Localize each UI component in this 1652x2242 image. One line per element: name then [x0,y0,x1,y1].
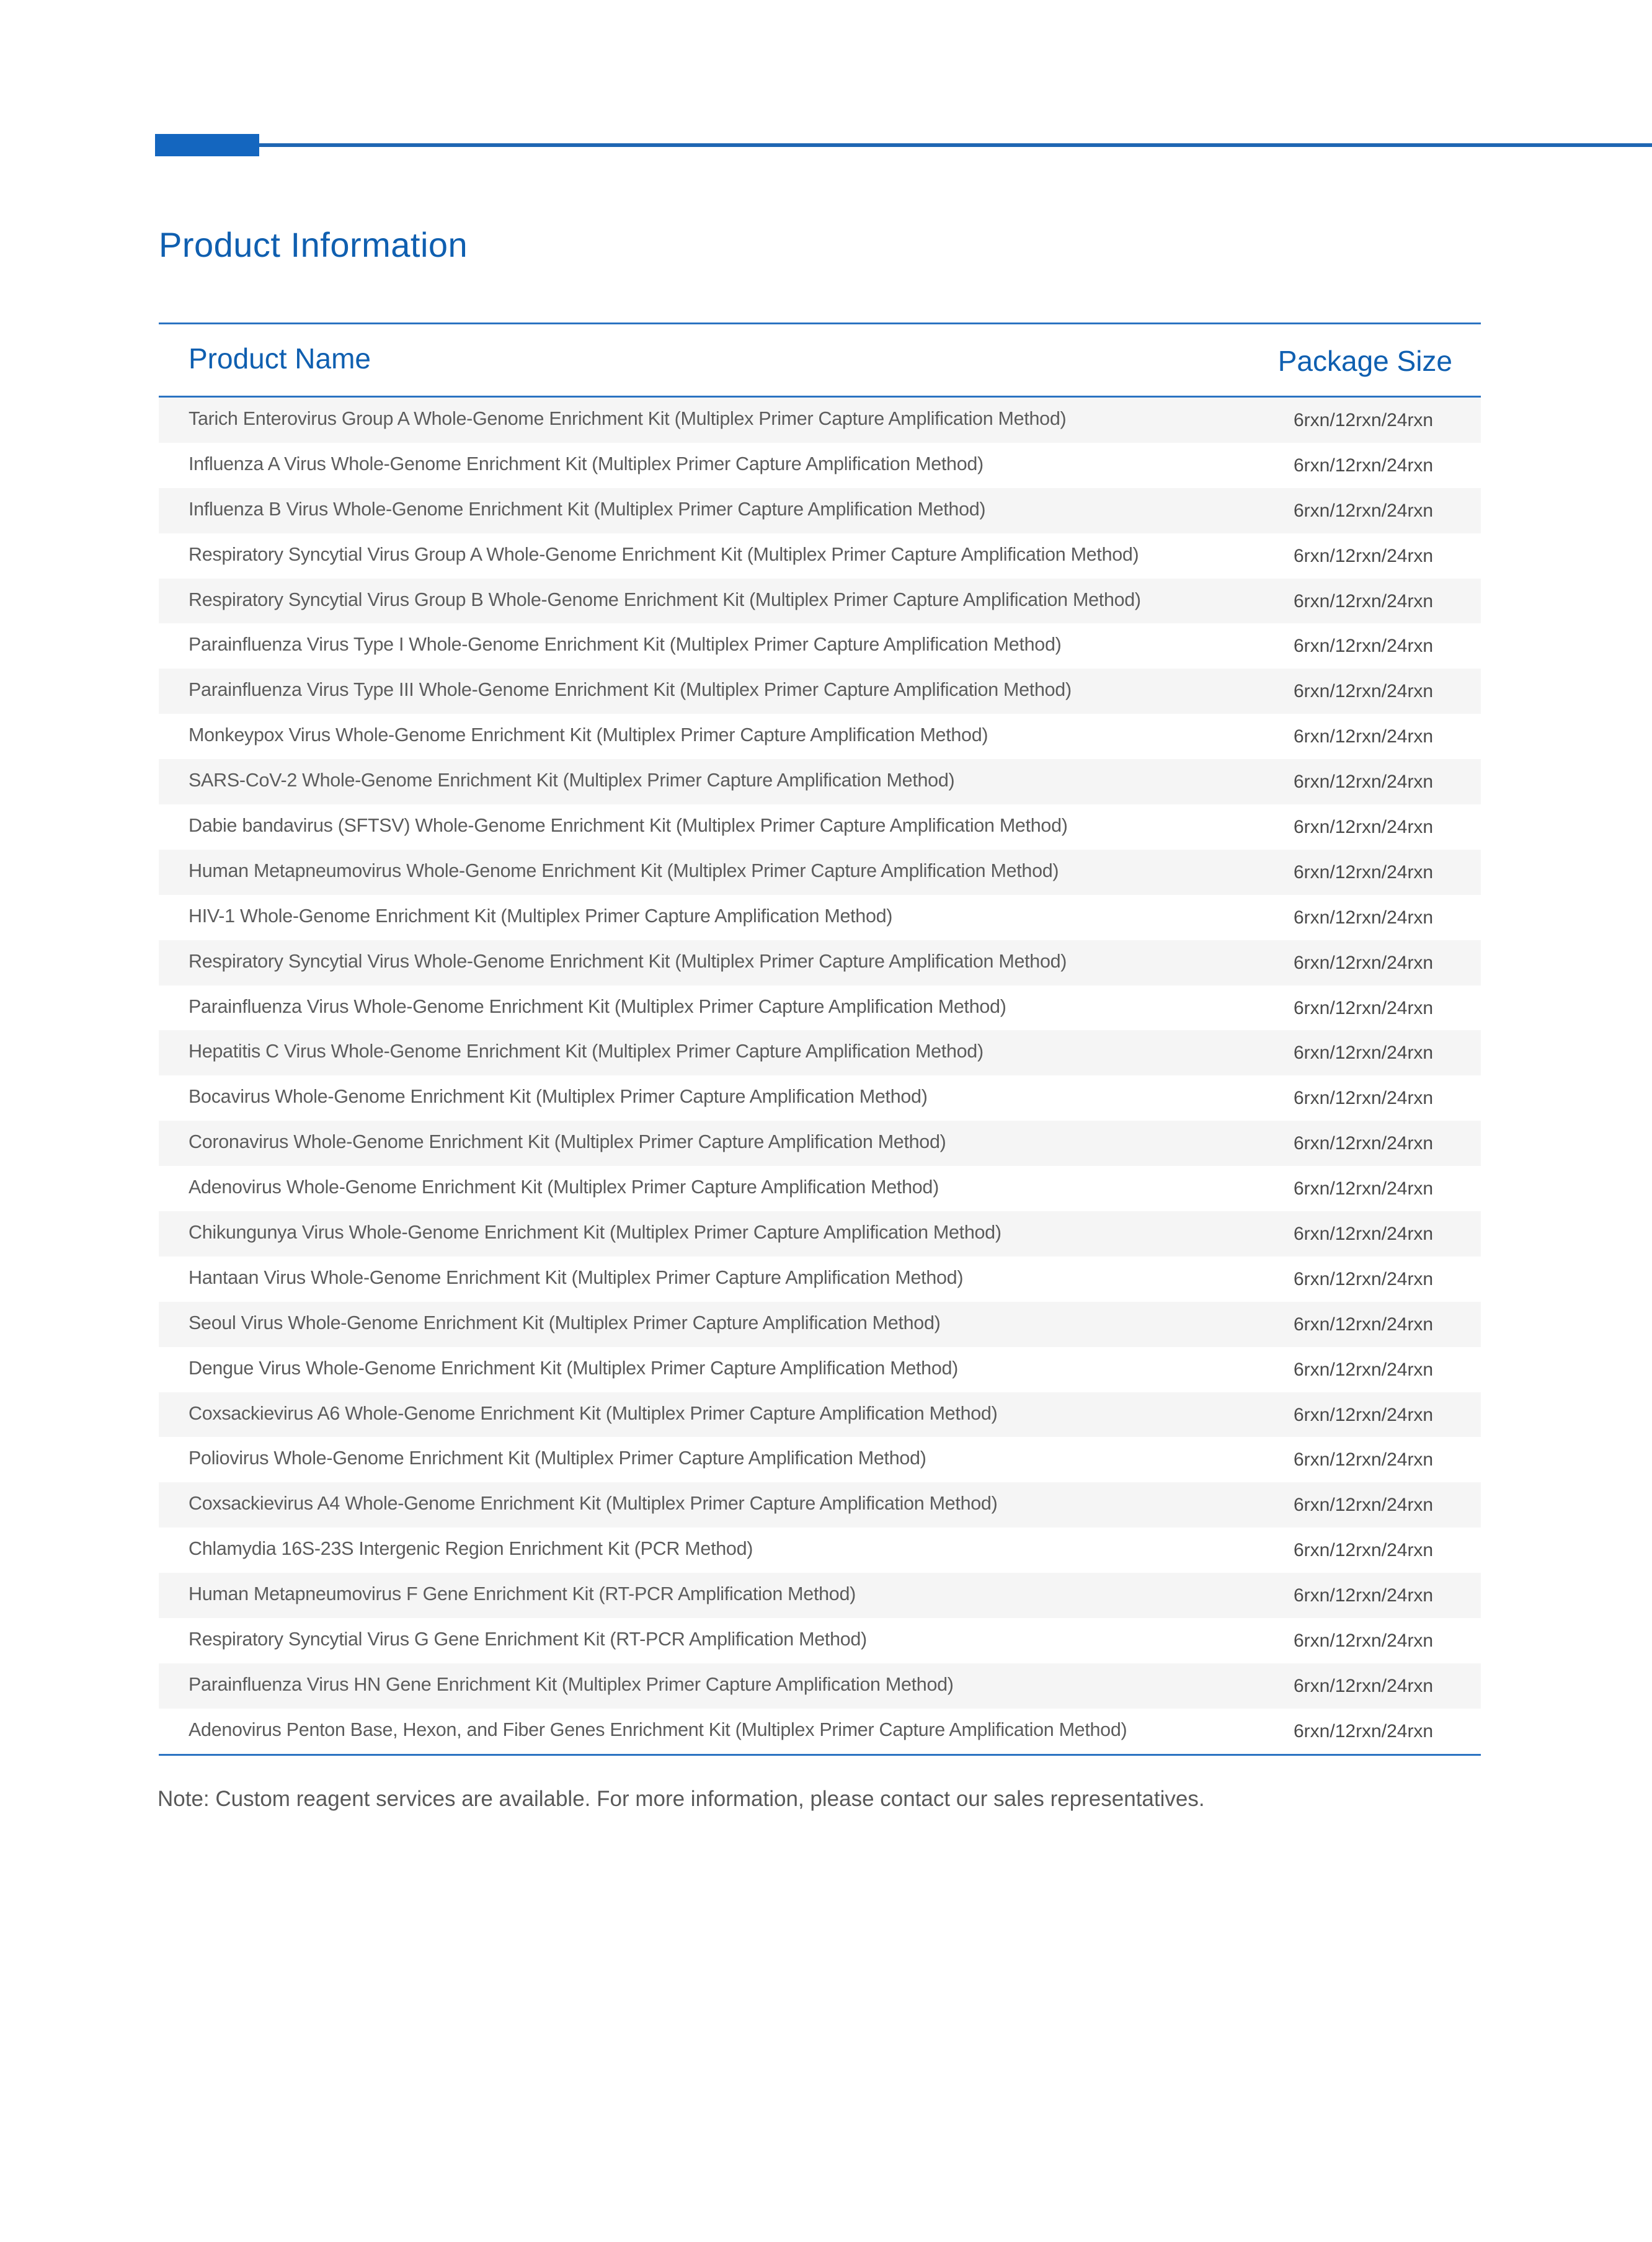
product-name-cell: Coxsackievirus A4 Whole-Genome Enrichment Kit (Multiplex Primer Capture Amplification Method) [189,1493,998,1515]
table-row [159,579,1481,624]
package-size-cell: 6rxn/12rxn/24rxn [1294,1133,1434,1154]
table-row [159,533,1481,579]
column-header-product-name: Product Name [189,342,371,375]
package-size-cell: 6rxn/12rxn/24rxn [1294,1404,1434,1425]
table-bottom-rule [159,1754,1481,1756]
package-size-cell: 6rxn/12rxn/24rxn [1294,455,1434,476]
package-size-cell: 6rxn/12rxn/24rxn [1294,1088,1434,1109]
table-row [159,1392,1481,1438]
product-name-cell: Bocavirus Whole-Genome Enrichment Kit (Multiplex Primer Capture Amplification Method) [189,1086,928,1108]
product-name-cell: Influenza B Virus Whole-Genome Enrichment Kit (Multiplex Primer Capture Amplification Method) [189,498,986,520]
table-row [159,1663,1481,1709]
product-name-cell: Human Metapneumovirus Whole-Genome Enrichment Kit (Multiplex Primer Capture Amplification Method) [189,860,1059,881]
table-row [159,443,1481,488]
table-row [159,1302,1481,1347]
table-row [159,759,1481,804]
package-size-cell: 6rxn/12rxn/24rxn [1294,1495,1434,1516]
table-row [159,940,1481,985]
product-name-cell: Hantaan Virus Whole-Genome Enrichment Kit (Multiplex Primer Capture Amplification Method) [189,1266,964,1288]
product-name-cell: Respiratory Syncytial Virus Group A Whole-Genome Enrichment Kit (Multiplex Primer Capture Amplification Method) [189,543,1139,565]
package-size-cell: 6rxn/12rxn/24rxn [1294,907,1434,928]
product-name-cell: Parainfluenza Virus Type I Whole-Genome Enrichment Kit (Multiplex Primer Capture Amplification Method) [189,634,1062,656]
table-row [159,1075,1481,1121]
product-name-cell: Coronavirus Whole-Genome Enrichment Kit (Multiplex Primer Capture Amplification Method) [189,1131,946,1153]
package-size-cell: 6rxn/12rxn/24rxn [1294,590,1434,612]
table-row [159,1482,1481,1528]
header-rule [257,143,1652,147]
product-name-cell: HIV-1 Whole-Genome Enrichment Kit (Multiplex Primer Capture Amplification Method) [189,905,893,927]
product-name-cell: Influenza A Virus Whole-Genome Enrichment Kit (Multiplex Primer Capture Amplification Method) [189,453,984,474]
table-row [159,850,1481,895]
table-header [159,324,1481,398]
table-row [159,1121,1481,1166]
section-title: Product Information [159,225,468,264]
footnote: Note: Custom reagent services are available. For more information, please contact our sales representatives. [158,1787,1205,1811]
package-size-cell: 6rxn/12rxn/24rxn [1294,1720,1434,1742]
product-name-cell: Poliovirus Whole-Genome Enrichment Kit (Multiplex Primer Capture Amplification Method) [189,1448,926,1469]
table-row [159,1618,1481,1663]
table-row [159,1437,1481,1482]
column-header-package-size: Package Size [1277,345,1452,377]
package-size-cell: 6rxn/12rxn/24rxn [1294,1630,1434,1652]
package-size-cell: 6rxn/12rxn/24rxn [1294,410,1434,430]
package-size-cell: 6rxn/12rxn/24rxn [1294,545,1434,566]
product-name-cell: Hepatitis C Virus Whole-Genome Enrichment Kit (Multiplex Primer Capture Amplification Method) [189,1041,984,1062]
header-accent-block [155,134,259,156]
table-row [159,1709,1481,1754]
package-size-cell: 6rxn/12rxn/24rxn [1294,1224,1434,1245]
table-row [159,398,1481,443]
table-row [159,623,1481,669]
product-name-cell: Parainfluenza Virus HN Gene Enrichment Kit (Multiplex Primer Capture Amplification Method) [189,1673,954,1695]
product-name-cell: Coxsackievirus A6 Whole-Genome Enrichment Kit (Multiplex Primer Capture Amplification Method) [189,1402,998,1424]
package-size-cell: 6rxn/12rxn/24rxn [1294,681,1434,702]
table-row [159,1573,1481,1618]
product-table [159,323,1481,1756]
product-name-cell: Dabie bandavirus (SFTSV) Whole-Genome Enrichment Kit (Multiplex Primer Capture Amplification Method) [189,815,1068,837]
package-size-cell: 6rxn/12rxn/24rxn [1294,997,1434,1018]
package-size-cell: 6rxn/12rxn/24rxn [1294,1178,1434,1199]
package-size-cell: 6rxn/12rxn/24rxn [1294,1359,1434,1380]
package-size-cell: 6rxn/12rxn/24rxn [1294,726,1434,747]
product-name-cell: Tarich Enterovirus Group A Whole-Genome Enrichment Kit (Multiplex Primer Capture Amplification Method) [189,408,1067,429]
table-row [159,488,1481,533]
table-row [159,714,1481,759]
table-row [159,1528,1481,1573]
product-name-cell: Parainfluenza Virus Whole-Genome Enrichment Kit (Multiplex Primer Capture Amplification Method) [189,995,1006,1017]
product-name-cell: Chlamydia 16S-23S Intergenic Region Enrichment Kit (PCR Method) [189,1538,753,1560]
product-name-cell: Adenovirus Penton Base, Hexon, and Fiber Genes Enrichment Kit (Multiplex Primer Capture Amplification Method) [189,1719,1127,1740]
package-size-cell: 6rxn/12rxn/24rxn [1294,1585,1434,1606]
product-name-cell: Parainfluenza Virus Type III Whole-Genome Enrichment Kit (Multiplex Primer Capture Amplification Method) [189,679,1072,701]
package-size-cell: 6rxn/12rxn/24rxn [1294,772,1434,793]
package-size-cell: 6rxn/12rxn/24rxn [1294,500,1434,521]
package-size-cell: 6rxn/12rxn/24rxn [1294,861,1434,883]
table-row [159,804,1481,850]
table-row [159,669,1481,714]
product-name-cell: SARS-CoV-2 Whole-Genome Enrichment Kit (Multiplex Primer Capture Amplification Method) [189,770,955,791]
table-body [159,398,1481,1754]
package-size-cell: 6rxn/12rxn/24rxn [1294,1043,1434,1064]
product-name-cell: Dengue Virus Whole-Genome Enrichment Kit (Multiplex Primer Capture Amplification Method) [189,1357,959,1379]
product-name-cell: Seoul Virus Whole-Genome Enrichment Kit (Multiplex Primer Capture Amplification Method) [189,1312,941,1333]
table-row [159,1347,1481,1392]
product-name-cell: Adenovirus Whole-Genome Enrichment Kit (Multiplex Primer Capture Amplification Method) [189,1177,939,1198]
package-size-cell: 6rxn/12rxn/24rxn [1294,1268,1434,1289]
product-name-cell: Respiratory Syncytial Virus G Gene Enrichment Kit (RT-PCR Amplification Method) [189,1629,867,1650]
table-row [159,895,1481,940]
package-size-cell: 6rxn/12rxn/24rxn [1294,1540,1434,1561]
product-name-cell: Human Metapneumovirus F Gene Enrichment Kit (RT-PCR Amplification Method) [189,1583,856,1605]
package-size-cell: 6rxn/12rxn/24rxn [1294,952,1434,973]
product-name-cell: Respiratory Syncytial Virus Whole-Genome Enrichment Kit (Multiplex Primer Capture Amplification Method) [189,950,1067,972]
table-row [159,1030,1481,1075]
product-name-cell: Respiratory Syncytial Virus Group B Whole-Genome Enrichment Kit (Multiplex Primer Capture Amplification Method) [189,589,1141,610]
package-size-cell: 6rxn/12rxn/24rxn [1294,1314,1434,1335]
package-size-cell: 6rxn/12rxn/24rxn [1294,1675,1434,1696]
package-size-cell: 6rxn/12rxn/24rxn [1294,817,1434,838]
table-row [159,1166,1481,1211]
product-name-cell: Chikungunya Virus Whole-Genome Enrichment Kit (Multiplex Primer Capture Amplification Method) [189,1222,1001,1243]
package-size-cell: 6rxn/12rxn/24rxn [1294,636,1434,657]
product-name-cell: Monkeypox Virus Whole-Genome Enrichment Kit (Multiplex Primer Capture Amplification Method) [189,724,988,746]
table-row [159,985,1481,1031]
table-row [159,1257,1481,1302]
table-row [159,1211,1481,1257]
package-size-cell: 6rxn/12rxn/24rxn [1294,1449,1434,1470]
